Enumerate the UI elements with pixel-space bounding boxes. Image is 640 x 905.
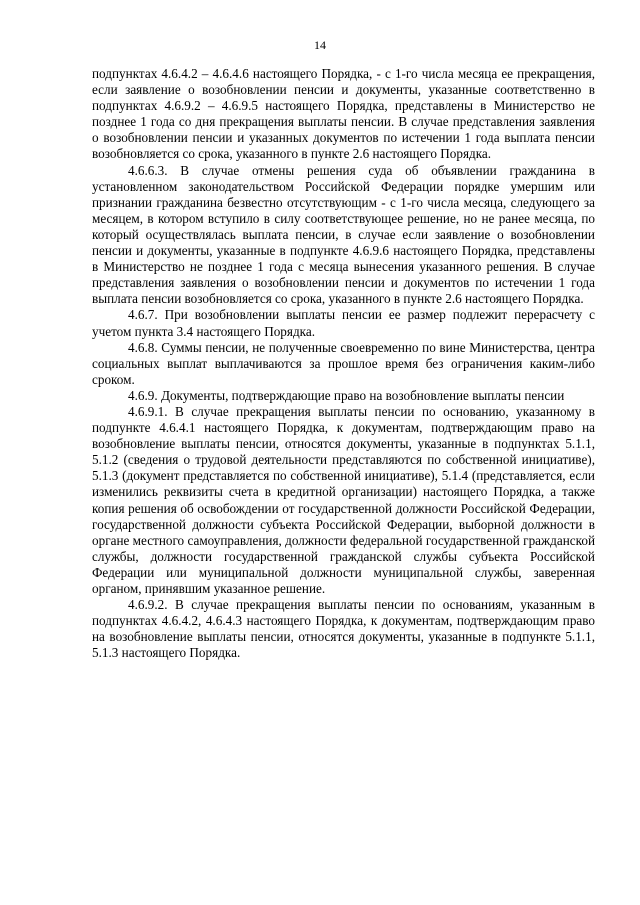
paragraph-continuation: подпунктах 4.6.4.2 – 4.6.4.6 настоящего Порядка, - с 1-го числа месяца ее прекращения, если заявление о возобновлении пенсии и документы, указанные соответственно в подпунктах 4.6.9.2 – 4.6.9.5 настоящего Порядка, представлены в Министерство не позднее 1 года со дня прекращения выплаты пенсии. В случае представления заявления о возобновлении пенсии и указанных документов по истечении 1 года выплата пенсии возобновляется со срока, указанного в пункте 2.6 настоящего Порядка. [92, 66, 595, 162]
paragraph-4-6-6-3: 4.6.6.3. В случае отмены решения суда об объявлении гражданина в установленном законодательством Российской Федерации порядке умершим или признании гражданина безвестно отсутствующим - с 1-го числа месяца, следующего за месяцем, в котором вступило в силу соответствующее решение, но не ранее месяца, по который осуществлялась выплата пенсии, в случае если заявление о возобновлении пенсии и документы, указанные в подпункте 4.6.9.6 настоящего Порядка, представлены в Министерство не позднее 1 года с месяца вынесения указанного решения. В случае представления заявления о возобновлении пенсии и документов по истечении 1 года выплата пенсии возобновляется со срока, указанного в пункте 2.6 настоящего Порядка. [92, 162, 595, 307]
paragraph-4-6-9-1: 4.6.9.1. В случае прекращения выплаты пенсии по основанию, указанному в подпункте 4.6.4.1 настоящего Порядка, к документам, подтверждающим право на возобновление выплаты пенсии, относятся документы, указанные в подпунктах 5.1.1, 5.1.2 (сведения о трудовой деятельности представляются по собственной инициативе), 5.1.3 (документ представляется по собственной инициативе), 5.1.4 (представляется, если изменились реквизиты счета в кредитной организации) настоящего Порядка, а также копия решения об освобождении от государственной должности Российской Федерации, государственной должности субъекта Российской Федерации, выборной должности в органе местного самоуправления, должности федеральной государственной гражданской службы, должности государственной гражданской службы субъекта Российской Федерации или муниципальной должности муниципальной службы, заверенная органом, принявшим указанное решение. [92, 403, 595, 596]
paragraph-4-6-7: 4.6.7. При возобновлении выплаты пенсии ее размер подлежит перерасчету с учетом пункта 3.4 настоящего Порядка. [92, 307, 595, 339]
paragraph-4-6-9-2: 4.6.9.2. В случае прекращения выплаты пенсии по основаниям, указанным в подпунктах 4.6.4.2, 4.6.4.3 настоящего Порядка, к документам, подтверждающим право на возобновление выплаты пенсии, относятся документы, указанные в подпункте 5.1.1, 5.1.3 настоящего Порядка. [92, 597, 595, 661]
paragraph-4-6-9: 4.6.9. Документы, подтверждающие право на возобновление выплаты пенсии [128, 387, 565, 403]
page-number: 14 [314, 38, 326, 52]
paragraph-4-6-8: 4.6.8. Суммы пенсии, не полученные своевременно по вине Министерства, центра социальных выплат выплачиваются за прошлое время без ограничения каким-либо сроком. [92, 339, 595, 387]
document-body [92, 66, 595, 661]
